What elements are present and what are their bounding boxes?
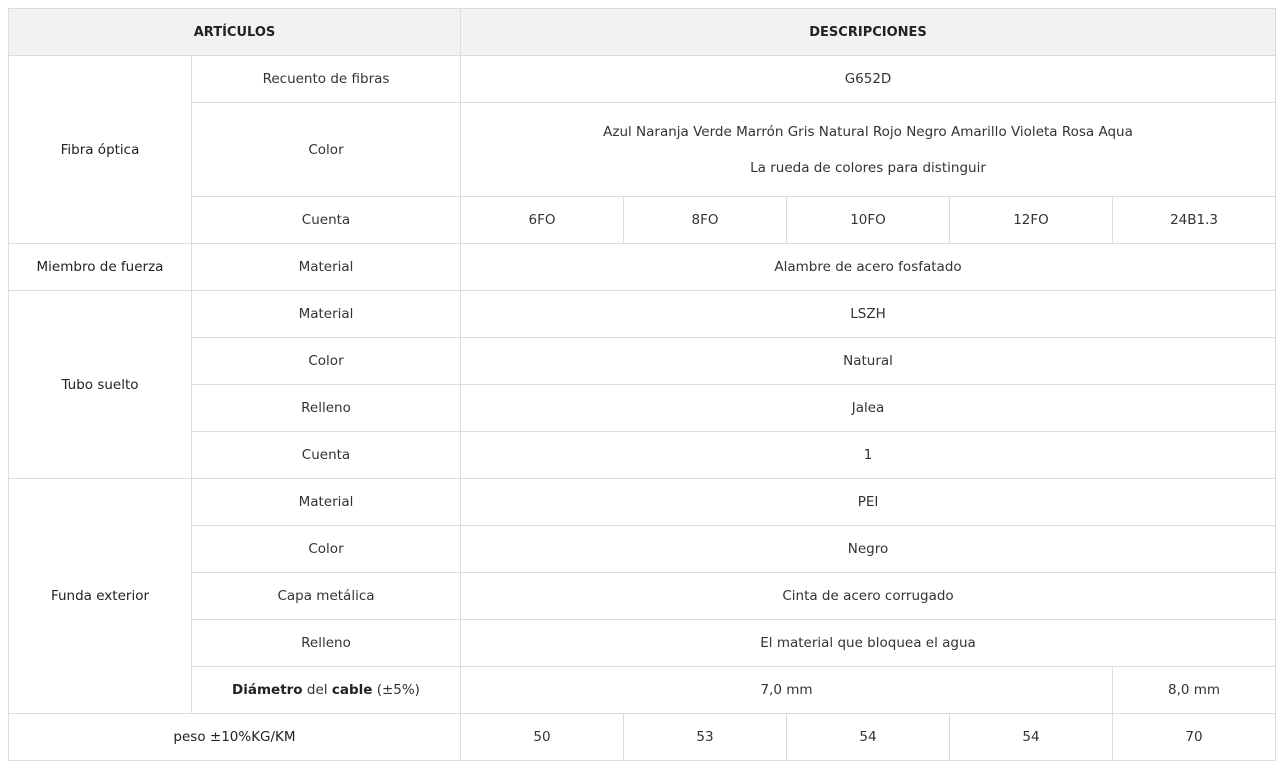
row-value: LSZH (461, 291, 1276, 338)
table-row (9, 56, 1276, 103)
header-descripciones: DESCRIPCIONES (461, 9, 1276, 56)
row-value: Natural (461, 338, 1276, 385)
group-miembro-de-fuerza: Miembro de fuerza (9, 244, 192, 291)
cuenta-value: 12FO (950, 197, 1113, 244)
peso-value: 70 (1113, 714, 1276, 761)
row-label: Color (192, 338, 461, 385)
peso-value: 50 (461, 714, 624, 761)
diametro-tolerance: (±5%) (376, 682, 420, 698)
diametro-value: 8,0 mm (1113, 667, 1276, 714)
peso-value: 54 (787, 714, 950, 761)
peso-label: peso ±10%KG/KM (9, 714, 461, 761)
table-row (9, 620, 1276, 667)
cuenta-value: 10FO (787, 197, 950, 244)
row-label: Relleno (192, 385, 461, 432)
table-row (9, 197, 1276, 244)
row-label: Color (192, 526, 461, 573)
diametro-word: cable (331, 682, 373, 698)
cuenta-value: 6FO (461, 197, 624, 244)
row-value-colors (461, 103, 1276, 197)
table-row (9, 432, 1276, 479)
row-value: Jalea (461, 385, 1276, 432)
diametro-word: Diámetro (232, 682, 303, 698)
table-row (9, 385, 1276, 432)
header-row (9, 9, 1276, 56)
header-articulos: ARTÍCULOS (9, 9, 461, 56)
row-label-diametro (192, 667, 461, 714)
row-label: Relleno (192, 620, 461, 667)
color-list: Azul Naranja Verde Marrón Gris Natural Rojo Negro Amarillo Violeta Rosa Aqua (603, 123, 1133, 140)
table-row (9, 573, 1276, 620)
table-row (9, 338, 1276, 385)
row-value: G652D (461, 56, 1276, 103)
cuenta-value: 24B1.3 (1113, 197, 1276, 244)
row-label: Cuenta (192, 432, 461, 479)
row-value: Cinta de acero corrugado (461, 573, 1276, 620)
row-label: Color (192, 103, 461, 197)
cuenta-value: 8FO (624, 197, 787, 244)
row-value: Alambre de acero fosfatado (461, 244, 1276, 291)
row-value: El material que bloquea el agua (461, 620, 1276, 667)
row-label: Recuento de fibras (192, 56, 461, 103)
diametro-word: del (306, 682, 328, 698)
table-row (9, 291, 1276, 338)
row-label: Material (192, 244, 461, 291)
table-row (9, 526, 1276, 573)
row-label: Material (192, 479, 461, 526)
table-row (9, 244, 1276, 291)
cable-spec-table (8, 8, 1276, 761)
table-row (9, 103, 1276, 197)
diametro-value: 7,0 mm (461, 667, 1113, 714)
color-note: La rueda de colores para distinguir (750, 159, 986, 176)
row-label: Material (192, 291, 461, 338)
group-fibra-optica: Fibra óptica (9, 56, 192, 244)
peso-value: 53 (624, 714, 787, 761)
row-label: Capa metálica (192, 573, 461, 620)
row-label: Cuenta (192, 197, 461, 244)
group-tubo-suelto: Tubo suelto (9, 291, 192, 479)
row-value: PEI (461, 479, 1276, 526)
table-row (9, 714, 1276, 761)
peso-value: 54 (950, 714, 1113, 761)
table-row (9, 667, 1276, 714)
row-value: 1 (461, 432, 1276, 479)
row-value: Negro (461, 526, 1276, 573)
group-funda-exterior: Funda exterior (9, 479, 192, 714)
table-row (9, 479, 1276, 526)
